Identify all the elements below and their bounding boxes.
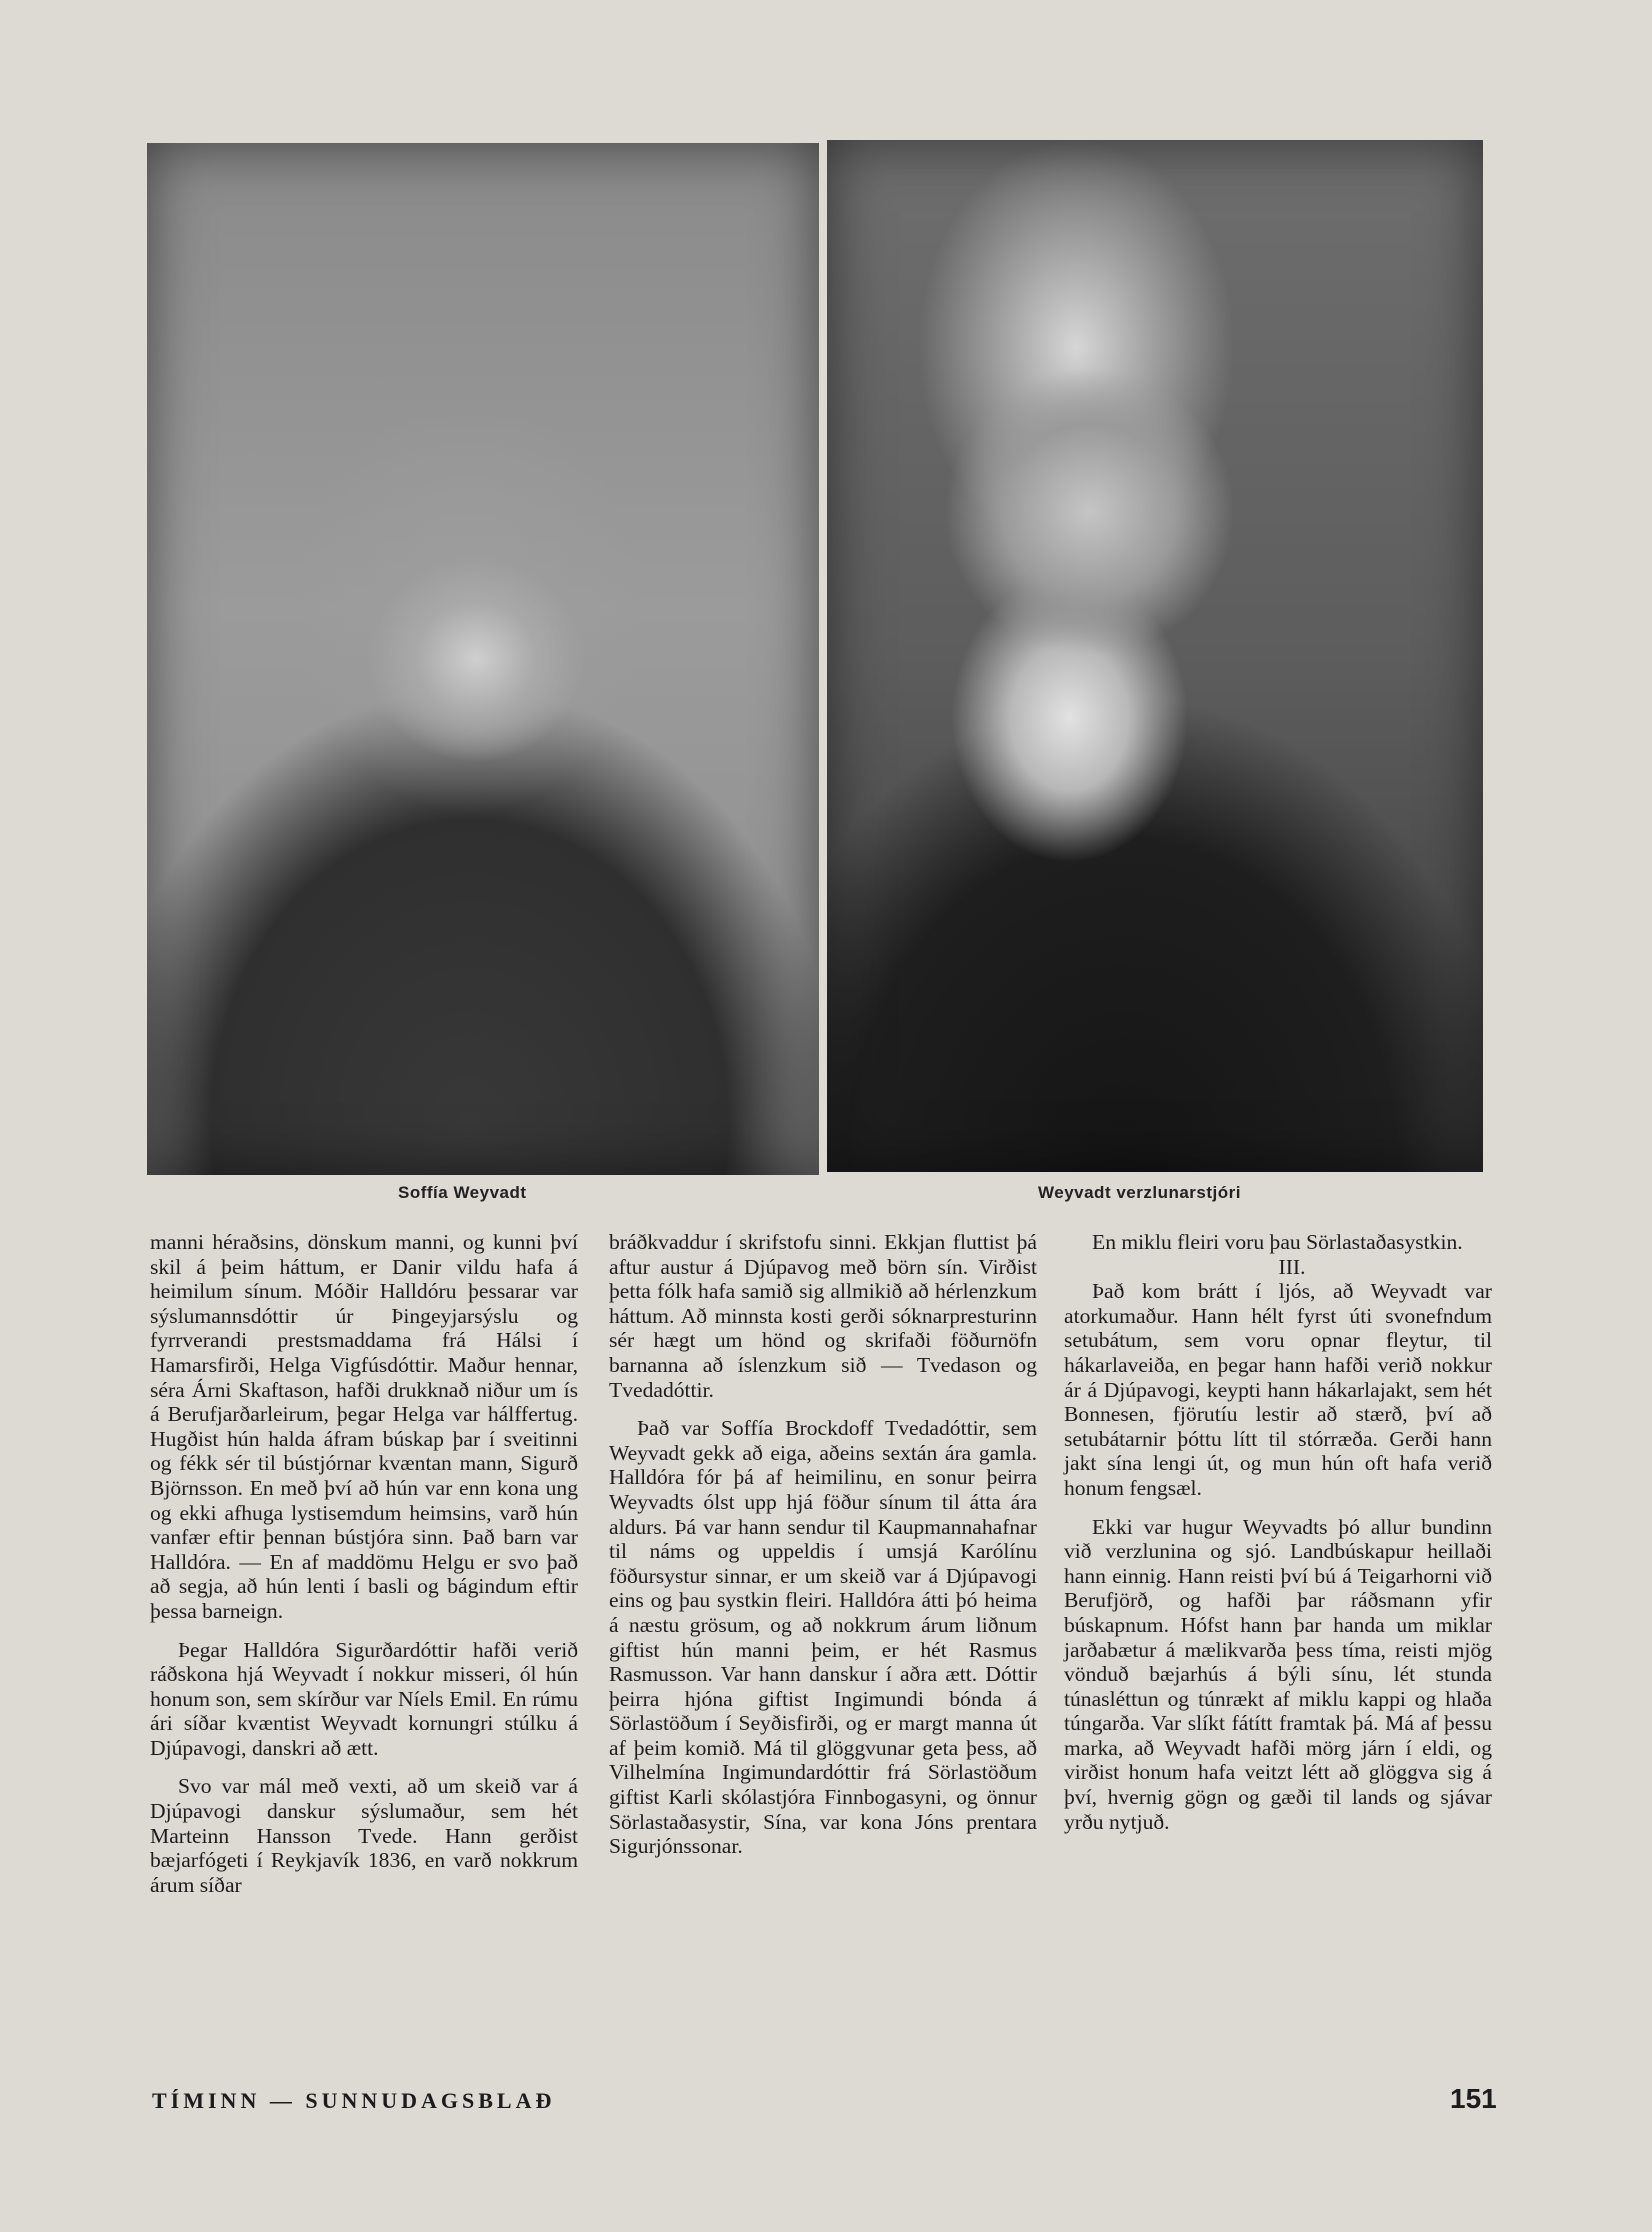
- paragraph: Svo var mál með vexti, að um skeið var á Djúpavogi danskur sýslumaður, sem hét Marteinn Hansson Tvede. Hann gerðist bæjarfógeti í Reykjavík 1836, en varð nokkrum árum síðar: [150, 1774, 578, 1897]
- photo-caption-left: Soffía Weyvadt: [398, 1183, 527, 1202]
- section-number: III.: [1278, 1254, 1306, 1279]
- paragraph: Það var Soffía Brockdoff Tvedadóttir, sem Weyvadt gekk að eiga, aðeins sextán ára gamla. Halldóra fór þá af heimilinu, en sonur þeirra Weyvadts ólst upp hjá föður sínum til átta ára aldurs. Þá var hann sendur til Kaupmannahafnar til náms og uppeldis í umsjá Karólínu föðursystur sinnar, er um skeið var á Djúpavogi eins og þau systkin fleiri. Halldóra átti þó heima á næstu grösum, og að nokkrum árum liðnum giftist hún manni þeim, er hét Rasmus Rasmusson. Var hann danskur í aðra ætt. Dóttir þeirra hjóna giftist Ingimundi bónda á Sörlastöðum í Seyðisfirði, og er margt manna út af þeim komið. Má til glöggvunar geta þess, að Vilhelmína Ingimundardóttir frá Sörlastöðum giftist Karli skólastjóra Finnbogasyni, og önnur Sörlastaðasystir, Sína, var kona Jóns prentara Sigurjónssonar.: [609, 1416, 1037, 1859]
- paragraph: manni héraðsins, dönskum manni, og kunni því skil á þeim háttum, er Danir vildu hafa á heimilum sínum. Móðir Halldóru þessarar var sýslumannsdóttir úr Þingeyjarsýslu og fyrrverandi prestsmaddama frá Hálsi í Hamarsfirði, Helga Vigfúsdóttir. Maður hennar, séra Árni Skaftason, hafði drukknað niður um ís á Berufjarðarleirum, þegar Helga var hálffertug. Hugðist hún halda áfram búskap þar í sveitinni og fékk sér til bústjórnar kvæntan mann, Sigurð Björnsson. En með því að hún var enn kona ung og ekki afhuga lystisemdum heimsins, varð hún vanfær eftir þennan bústjóra sinn. Það barn var Halldóra. — En af maddömu Helgu er svo það að segja, að hún lenti í basli og bágindum eftir þessa barneign.: [150, 1230, 578, 1623]
- paragraph: bráðkvaddur í skrifstofu sinni. Ekkjan fluttist þá aftur austur á Djúpavog með börn sín. Virðist þetta fólk hafa samið sig allmikið að hérlenzkum háttum. Að minnsta kosti gerði sóknarpresturinn sér hægt um hönd og skrifaði föðurnöfn barnanna að íslenzkum sið — Tvedason og Tvedadóttir.: [609, 1230, 1037, 1402]
- portrait-photo-soffia-weyvadt: [147, 143, 819, 1175]
- paragraph: Þegar Halldóra Sigurðardóttir hafði verið ráðskona hjá Weyvadt í nokkur misseri, ól hún honum son, sem skírður var Níels Emil. En rúmu ári síðar kvæntist Weyvadt kornungri stúlku á Djúpavogi, danskri að ætt.: [150, 1637, 578, 1760]
- page-number: 151: [1450, 2083, 1497, 2114]
- paragraph: En miklu fleiri voru þau Sörlastaðasystkin.: [1092, 1230, 1463, 1254]
- photo-caption-right: Weyvadt verzlunarstjóri: [1038, 1183, 1241, 1202]
- text-column-1: [150, 1230, 578, 1897]
- paragraph: Það kom brátt í ljós, að Weyvadt var atorkumaður. Hann hélt fyrst úti svonefndum setubátum, sem voru opnar fleytur, til hákarlaveiða, en þegar hann hafði verið nokkur ár á Djúpavogi, keypti hann hákarlajakt, sem hét Bonnesen, fjörutíu lestir að stærð, því að setubátarnir þóttu lítt til stórræða. Gerði hann jakt sína lengi út, og mun hún oft hafa verið honum fengsæl.: [1064, 1279, 1492, 1500]
- text-column-3: [1064, 1230, 1492, 1834]
- portrait-photo-weyvadt: [827, 140, 1483, 1172]
- text-column-2: [609, 1230, 1037, 1859]
- publication-name: TÍMINN — SUNNUDAGSBLAÐ: [152, 2088, 556, 2113]
- paragraph: Ekki var hugur Weyvadts þó allur bundinn við verzlunina og sjó. Landbúskapur heillaði hann einnig. Hann reisti því bú á Teigarhorni við Berufjörð, og hafði þar ráðsmann yfir búskapnum. Hófst hann þar handa um miklar jarðabætur á mælikvarða þess tíma, reisti mjög vönduð bæjarhús á býli sínu, lét stunda túnasléttun og túnrækt af miklu kappi og hlaða túngarða. Var slíkt fátítt framtak þá. Má af þessu marka, að Weyvadt hafði mörg járn í eldi, og virðist honum hafa veitzt létt að glöggva sig á því, hvernig gögn og gæði til lands og sjávar yrðu nytjuð.: [1064, 1514, 1492, 1834]
